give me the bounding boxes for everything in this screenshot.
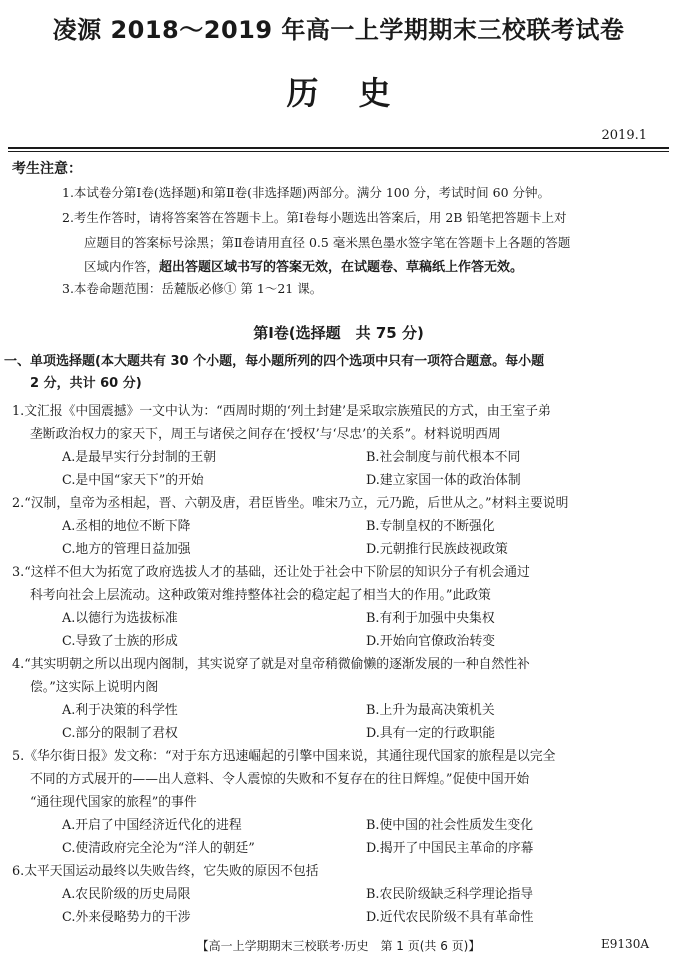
question-stem: 4.“其实明朝之所以出现内阁制，其实说穿了就是对皇帝稍微偷懒的逐渐发展的一种自然性补	[12, 657, 530, 672]
option-b: B.有利于加强中央集权	[366, 611, 495, 626]
option-a: A.农民阶级的历史局限	[62, 887, 191, 902]
paper-code: E9130A	[601, 937, 649, 951]
header-rule-thin	[8, 151, 669, 152]
header-rule-thick	[8, 147, 669, 149]
option-b: B.专制皇权的不断强化	[366, 519, 495, 534]
option-c: C.是中国“家天下”的开始	[62, 473, 204, 488]
option-c: C.部分的限制了君权	[62, 726, 178, 741]
option-d: D.近代农民阶级不具有革命性	[366, 910, 534, 925]
notice-warning: 超出答题区域书写的答案无效，在试题卷、草稿纸上作答无效。	[159, 260, 524, 275]
question-stem: 偿。”这实际上说明内阁	[30, 680, 159, 695]
notice-item-text: 区域内作答，	[84, 259, 160, 274]
option-a: A.利于决策的科学性	[62, 703, 178, 718]
option-d: D.揭开了中国民主革命的序幕	[366, 841, 534, 856]
option-b: B.社会制度与前代根本不同	[366, 450, 521, 465]
option-a: A.是最早实行分封制的王朝	[62, 450, 217, 465]
question-stem: 垄断政治权力的家天下，周王与诸侯之间存在‘授权’与‘尽忠’的关系”。材料说明西周	[30, 427, 501, 442]
question-stem: 不同的方式展开的——出人意料、令人震惊的失败和不复存在的往日辉煌。”促使中国开始	[30, 772, 530, 787]
option-d: D.具有一定的行政职能	[366, 726, 496, 741]
option-a: A.开启了中国经济近代化的进程	[62, 818, 242, 833]
section-heading: 一、单项选择题(本大题共有 30 个小题，每小题所列的四个选项中只有一项符合题意。每小题	[4, 354, 545, 369]
exam-date: 2019.1	[601, 128, 647, 143]
part-title: 第Ⅰ卷(选择题 共 75 分)	[253, 324, 424, 342]
question-stem: “通往现代国家的旅程”的事件	[30, 795, 197, 810]
option-a: A.以德行为选拔标准	[62, 611, 178, 626]
option-d: D.开始向官僚政治转变	[366, 634, 496, 649]
notice-item: 1.本试卷分第Ⅰ卷(选择题)和第Ⅱ卷(非选择题)两部分。满分 100 分，考试时间 60 分钟。	[62, 185, 551, 200]
question-stem: 2.“汉制，皇帝为丞相起，晋、六朝及唐，君臣皆坐。唯宋乃立，元乃跪，后世从之。”材料主要说明	[12, 496, 569, 511]
option-c: C.地方的管理日益加强	[62, 542, 191, 557]
notice-item: 应题目的答案标号涂黑；第Ⅱ卷请用直径 0.5 毫米黑色墨水签字笔在答题卡上各题的答题	[84, 235, 571, 250]
notice-heading: 考生注意：	[12, 161, 82, 177]
subject-title: 历史	[286, 74, 431, 112]
exam-title: 凌源 2018～2019 年高一上学期期末三校联考试卷	[52, 16, 625, 44]
question-stem: 5.《华尔街日报》发文称：“对于东方迅速崛起的引擎中国来说，其通往现代国家的旅程是以完全	[12, 749, 556, 764]
option-d: D.元朝推行民族歧视政策	[366, 542, 508, 557]
notice-item: 2.考生作答时，请将答案答在答题卡上。第Ⅰ卷每小题选出答案后，用 2B 铅笔把答题卡上对	[62, 210, 567, 225]
question-stem: 1.文汇报《中国震撼》一文中认为：“西周时期的‘列土封建’是采取宗族殖民的方式，由王室子弟	[12, 404, 551, 419]
question-stem: 3.“这样不但大为拓宽了政府选拔人才的基础，还让处于社会中下阶层的知识分子有机会通过	[12, 565, 530, 580]
option-b: B.农民阶级缺乏科学理论指导	[366, 887, 534, 902]
option-c: C.使清政府完全沦为“洋人的朝廷”	[62, 841, 255, 856]
notice-item	[84, 256, 523, 275]
section-heading-cont: 2 分，共计 60 分)	[30, 376, 142, 391]
page-footer: 【高一上学期期末三校联考·历史 第 1 页(共 6 页)】	[196, 939, 481, 953]
option-c: C.导致了士族的形成	[62, 634, 178, 649]
notice-item: 3.本卷命题范围：岳麓版必修① 第 1～21 课。	[62, 281, 323, 296]
option-b: B.使中国的社会性质发生变化	[366, 818, 534, 833]
option-c: C.外来侵略势力的干涉	[62, 910, 191, 925]
option-b: B.上升为最高决策机关	[366, 703, 495, 718]
question-stem: 科考向社会上层流动。这种政策对维持整体社会的稳定起了相当大的作用。”此政策	[30, 588, 491, 603]
question-stem: 6.太平天国运动最终以失败告终，它失败的原因不包括	[12, 864, 319, 879]
option-a: A.丞相的地位不断下降	[62, 519, 191, 534]
option-d: D.建立家国一体的政治体制	[366, 473, 521, 488]
